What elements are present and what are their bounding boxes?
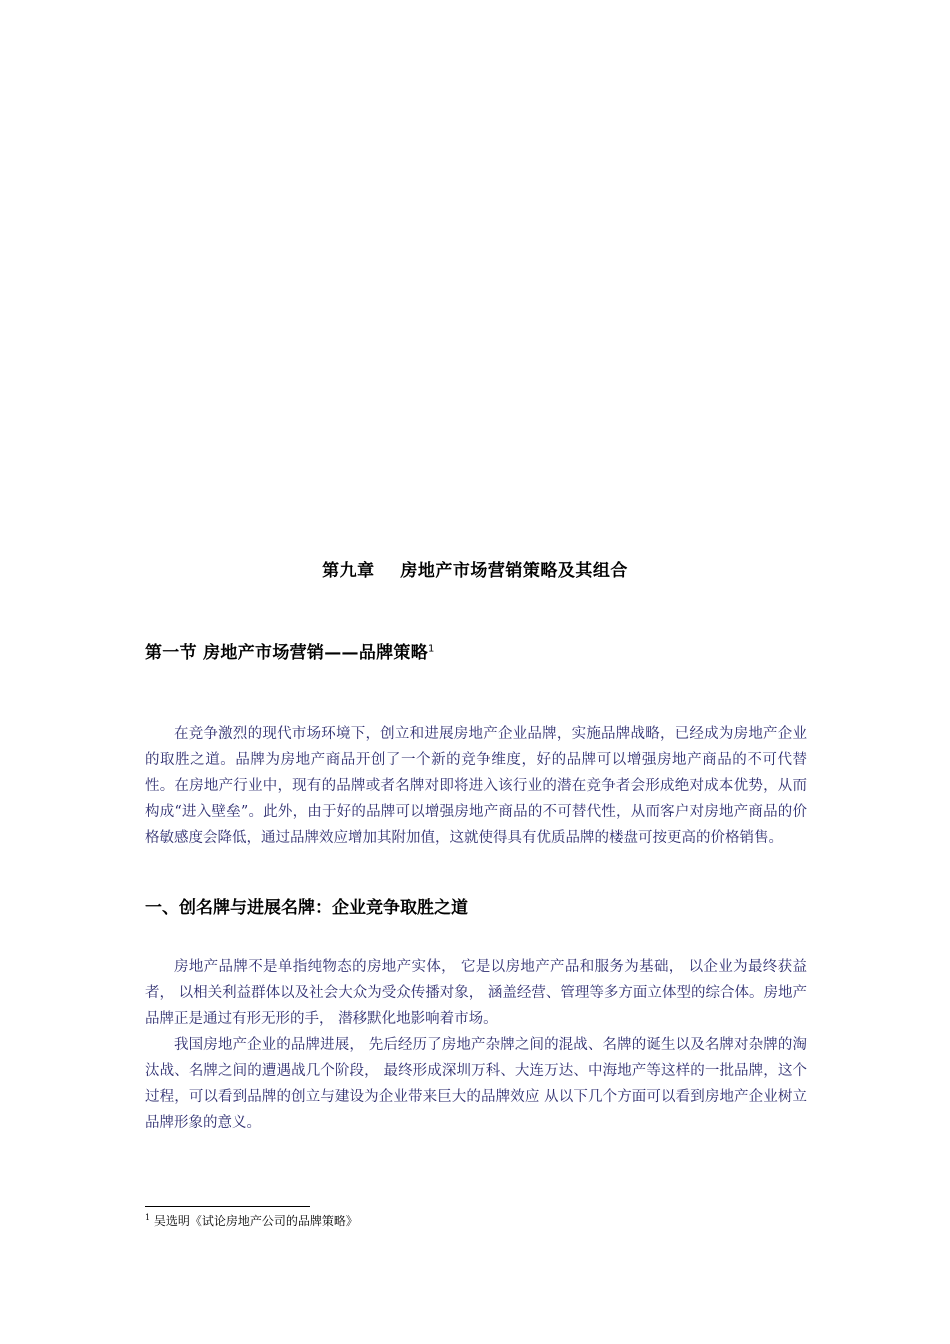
chapter-title: 第九章 房地产市场营销策略及其组合 — [322, 561, 628, 581]
section-title — [145, 638, 435, 663]
brand-definition-paragraph: 房地产品牌不是单指纯物态的房地产实体， 它是以房地产产品和服务为基础， 以企业为最终获益者， 以相关利益群体以及社会大众为受众传播对象， 涵盖经营、管理等多方面立体型的综合体。房地产品牌正是通过有形无形的手， 潜移默化地影响着市场。 — [145, 959, 807, 1027]
intro-paragraph: 在竞争激烈的现代市场环境下，创立和进展房地产企业品牌，实施品牌战略，已经成为房地产企业的取胜之道。品牌为房地产商品开创了一个新的竞争维度，好的品牌可以增强房地产商品的不可代替性。在房地产行业中，现有的品牌或者名牌对即将进入该行业的潜在竞争者会形成绝对成本优势，从而构成“进入壁垒”。此外，由于好的品牌可以增强房地产商品的不可替代性，从而客户对房地产商品的价格敏感度会降低，通过品牌效应增加其附加值，这就使得具有优质品牌的楼盘可按更高的价格销售。 — [145, 726, 807, 846]
footnote-divider — [145, 1206, 310, 1207]
brand-history-paragraph: 我国房地产企业的品牌进展， 先后经历了房地产杂牌之间的混战、名牌的诞生以及名牌对杂牌的淘汰战、名牌之间的遭遇战几个阶段， 最终形成深圳万科、大连万达、中海地产等这样的一批品牌，这个过程，可以看到品牌的创立与建设为企业带来巨大的品牌效应 从以下几个方面可以看到房地产企业树立品牌形象的意义。 — [145, 1037, 807, 1131]
footnote-text: 吴选明《试论房地产公司的品牌策略》 — [153, 1214, 358, 1228]
subsection-title: 一、创名牌与进展名牌：企业竞争取胜之道 — [145, 898, 468, 918]
section-title-text: 第一节 房地产市场营销——品牌策略 — [145, 643, 429, 663]
footnote — [145, 1212, 358, 1229]
footnote-marker: 1 — [145, 1213, 151, 1222]
footnote-reference[interactable]: 1 — [428, 643, 435, 655]
